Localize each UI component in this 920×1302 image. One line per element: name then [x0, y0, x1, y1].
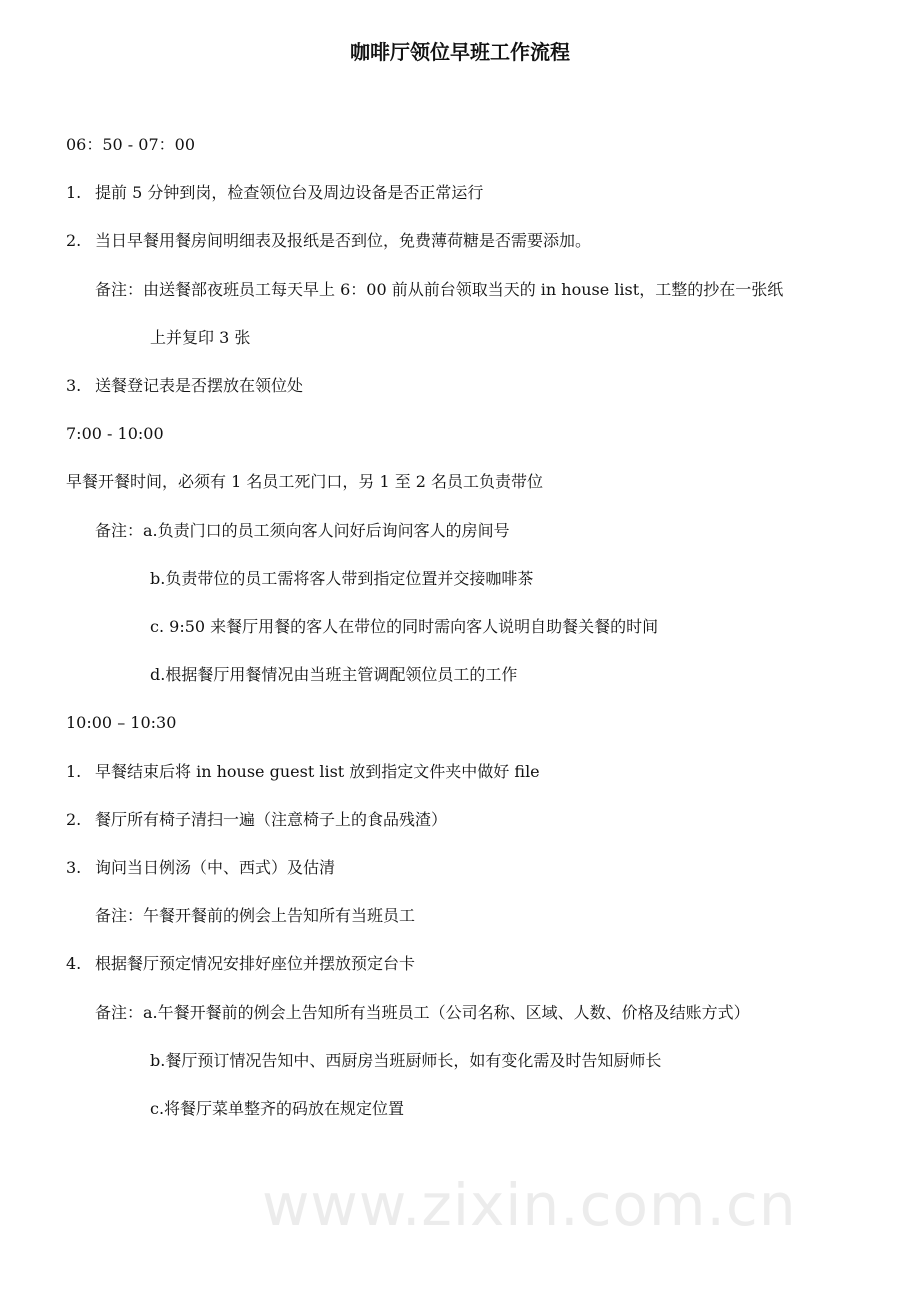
line-text: 餐厅所有椅子清扫一遍（注意椅子上的食品残渣）	[95, 809, 448, 829]
list-number: 2.	[66, 809, 82, 829]
line-text: 备注：a.负责门口的员工须向客人问好后询问客人的房间号	[95, 520, 510, 540]
line-text: 询问当日例汤（中、西式）及估清	[95, 858, 336, 877]
line-text: 10:00 – 10:30	[66, 713, 177, 733]
list-item	[66, 857, 335, 879]
note-item	[150, 1098, 404, 1120]
note-item	[150, 1050, 661, 1072]
list-item	[66, 809, 447, 831]
note-item	[150, 664, 517, 686]
line-text: 提前 5 分钟到岗，检查领位台及周边设备是否正常运行	[95, 183, 484, 203]
note-continuation	[150, 327, 250, 349]
line-text: b.餐厅预订情况告知中、西厨房当班厨师长，如有变化需及时告知厨师长	[150, 1050, 662, 1070]
time-heading	[66, 712, 176, 734]
time-heading	[66, 134, 195, 156]
line-text: d.根据餐厅用餐情况由当班主管调配领位员工的工作	[150, 665, 518, 685]
line-text: c. 9:50 来餐厅用餐的客人在带位的同时需向客人说明自助餐关餐的时间	[150, 617, 659, 636]
line-text: 根据餐厅预定情况安排好座位并摆放预定台卡	[95, 954, 416, 974]
line-text: 早餐开餐时间，必须有 1 名员工死门口，另 1 至 2 名员工负责带位	[66, 472, 544, 492]
list-item	[66, 182, 483, 204]
line-text: 备注：由送餐部夜班员工每天早上 6：00 前从前台领取当天的 in house list，工整的抄在一张纸	[95, 279, 784, 299]
line-text: 备注：a.午餐开餐前的例会上告知所有当班员工（公司名称、区域、人数、价格及结账方式）	[95, 1002, 750, 1022]
time-heading	[66, 423, 164, 445]
line-text: 早餐结束后将 in house guest list 放到指定文件夹中做好 file	[95, 761, 540, 781]
list-number: 1.	[66, 761, 82, 781]
list-number: 1.	[66, 183, 82, 203]
line-text: 当日早餐用餐房间明细表及报纸是否到位，免费薄荷糖是否需要添加。	[95, 231, 592, 251]
list-item	[66, 230, 591, 252]
watermark: www.zixin.com.cn	[262, 1171, 797, 1239]
list-number: 4.	[66, 954, 82, 974]
list-number: 3.	[66, 376, 82, 395]
line-text: b.负责带位的员工需将客人带到指定位置并交接咖啡茶	[150, 568, 534, 588]
line-text: 送餐登记表是否摆放在领位处	[95, 376, 304, 395]
list-item	[66, 375, 303, 397]
list-number: 2.	[66, 231, 82, 251]
line-text: 上并复印 3 张	[150, 327, 251, 347]
list-number: 3.	[66, 858, 82, 877]
list-item	[66, 761, 540, 783]
line-text: c.将餐厅菜单整齐的码放在规定位置	[150, 1099, 405, 1118]
line-text: 备注：午餐开餐前的例会上告知所有当班员工	[95, 906, 416, 926]
note	[95, 279, 783, 301]
list-item	[66, 953, 415, 975]
note	[95, 905, 415, 927]
note	[95, 1002, 750, 1024]
paragraph	[66, 471, 543, 493]
line-text: 7:00 - 10:00	[66, 424, 164, 444]
line-text: 06：50 - 07：00	[66, 135, 196, 154]
note-item	[150, 616, 658, 638]
note-item	[150, 568, 533, 590]
note	[95, 520, 510, 542]
document-title: 咖啡厅领位早班工作流程	[350, 40, 570, 64]
